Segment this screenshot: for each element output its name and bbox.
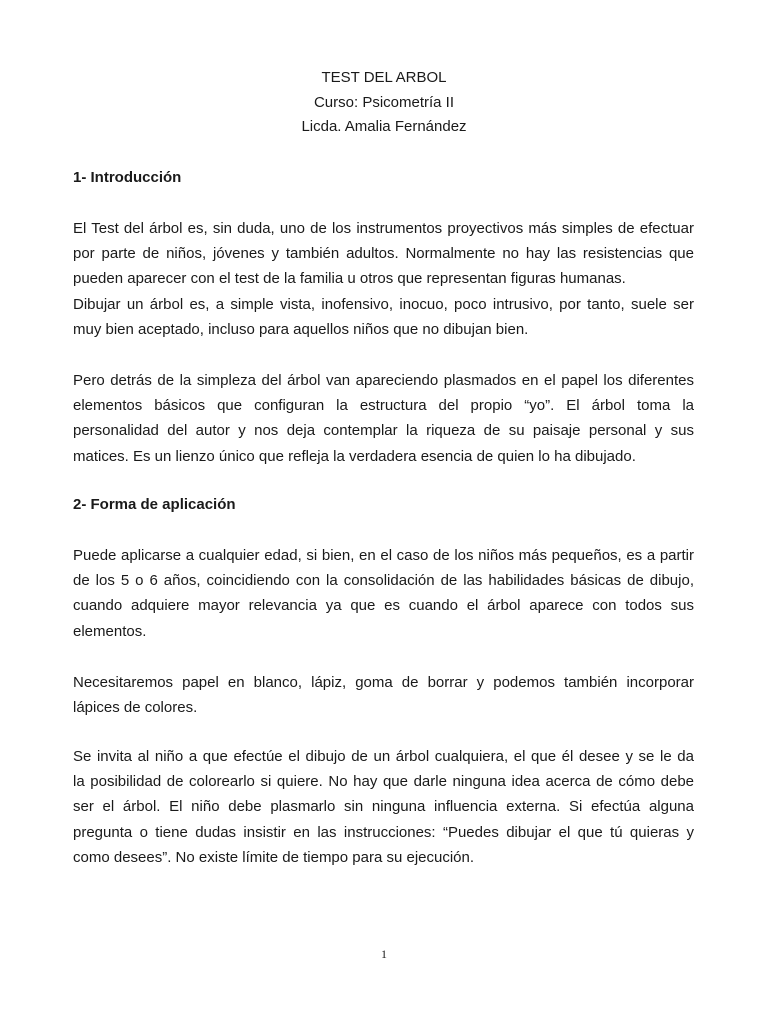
paragraph-line: pueden aparecer con el test de la familia u otros que representan figuras humanas. <box>73 270 626 288</box>
paragraph-line: elementos. <box>73 622 147 640</box>
paragraph-line: Dibujar un árbol es, a simple vista, inofensivo, inocuo, poco intrusivo, por tanto, suele ser <box>73 295 694 313</box>
paragraph-line: personalidad del autor y nos deja contemplar la riqueza de su paisaje personal y sus <box>73 422 694 440</box>
paragraph-line: muy bien aceptado, incluso para aquellos niños que no dibujan bien. <box>73 320 529 338</box>
course-name: Curso: Psicometría II <box>313 93 455 111</box>
section-heading-introduccion: 1- Introducción <box>73 169 182 186</box>
paragraph-line: Puede aplicarse a cualquier edad, si bien, en el caso de los niños más pequeños, es a partir <box>73 547 694 564</box>
paragraph-line: El Test del árbol es, sin duda, uno de los instrumentos proyectivos más simples de efectuar <box>73 220 694 237</box>
paragraph-line: ser el árbol. El niño debe plasmarlo sin ninguna influencia externa. Si efectúa alguna <box>73 798 694 816</box>
paragraph-line: Necesitaremos papel en blanco, lápiz, goma de borrar y podemos también incorporar <box>73 674 694 691</box>
section-heading-forma-de-aplicacion: 2- Forma de aplicación <box>73 496 236 513</box>
paragraph <box>73 543 694 644</box>
paragraph-line: pregunta o tiene dudas insistir en las instrucciones: “Puedes dibujar el que tú quieras y <box>73 823 694 841</box>
paragraph-line: por parte de niños, jóvenes y también adultos. Normalmente no hay las resistencias que <box>73 245 694 263</box>
paragraph-line: lápices de colores. <box>73 699 198 717</box>
paragraph-line: como desees”. No existe límite de tiempo para su ejecución. <box>73 848 475 866</box>
paragraph <box>73 670 694 720</box>
paragraph-line: la posibilidad de colorearlo si quiere. No hay que darle ninguna idea acerca de cómo debe <box>73 773 694 791</box>
paragraph <box>73 216 694 342</box>
paragraph-line: cuando adquiere mayor relevancia ya que es cuando el árbol aparece con todos sus <box>73 597 694 615</box>
paragraph-line: Pero detrás de la simpleza del árbol van apareciendo plasmados en el papel los diferentes <box>73 372 694 389</box>
paragraph <box>73 744 694 870</box>
page-number: 1 <box>381 947 387 961</box>
paragraph-line: elementos básicos que configuran la estructura del propio “yo”. El árbol toma la <box>73 397 694 415</box>
document-title: TEST DEL ARBOL <box>321 69 447 86</box>
paragraph-line: Se invita al niño a que efectúe el dibujo de un árbol cualquiera, el que él desee y se le da <box>73 748 694 765</box>
paragraph <box>73 368 694 469</box>
paragraph-line: matices. Es un lienzo único que refleja la verdadera esencia de quien lo ha dibujado. <box>73 447 636 465</box>
author-name: Licda. Amalia Fernández <box>301 118 467 135</box>
document-header <box>0 66 768 140</box>
paragraph-line: de los 5 o 6 años, coincidiendo con la consolidación de las habilidades básicas de dibujo, <box>73 572 694 590</box>
